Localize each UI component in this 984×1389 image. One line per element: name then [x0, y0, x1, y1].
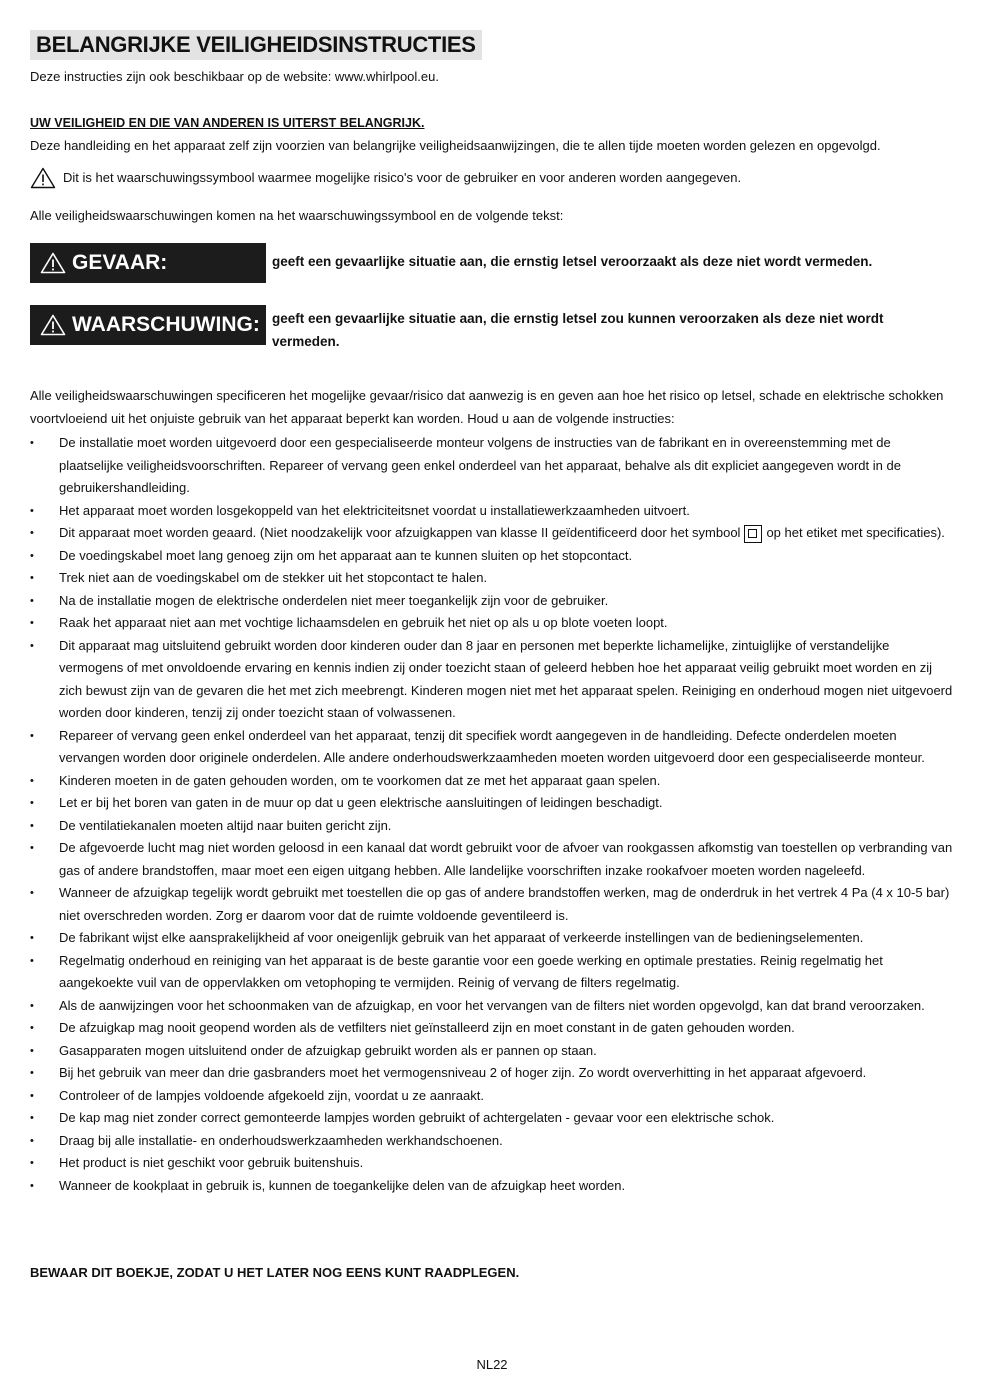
list-item: • Gasapparaten mogen uitsluitend onder de afzuigkap gebruikt worden als er pannen op staan.	[30, 1040, 956, 1063]
list-item: • Na de installatie mogen de elektrische onderdelen niet meer toegankelijk zijn voor de gebruiker.	[30, 590, 956, 613]
list-item: • De fabrikant wijst elke aansprakelijkheid af voor oneigenlijk gebruik van het apparaat of verkeerde instellingen van de bedieningselementen.	[30, 927, 956, 950]
intro-paragraph: Alle veiligheidswaarschuwingen specificeren het mogelijke gevaar/risico dat aanwezig is en geven aan hoe het risico op letsel, schade en elektrische schokken voortvloeiend uit het onjuiste gebruik van het apparaat beperkt kan worden. Houd u aan de volgende instructies:	[30, 388, 944, 426]
symbol-line	[30, 167, 741, 189]
list-item: • De installatie moet worden uitgevoerd door een gespecialiseerde monteur volgens de instructies van de fabrikant en in overeenstemming met de plaatselijke veiligheidsvoorschriften. Repareer of vervang geen enkel onderdeel van het apparaat, behalve als dit expliciet aangegeven wordt in de gebruikershandleiding.	[30, 432, 956, 500]
class-ii-symbol-icon	[744, 525, 762, 543]
page-number: NL22	[476, 1357, 508, 1372]
list-item: • Draag bij alle installatie- en onderhoudswerkzaamheden werkhandschoenen.	[30, 1130, 956, 1153]
warning-label: WAARSCHUWING:	[72, 313, 260, 336]
list-item: • De afzuigkap mag nooit geopend worden als de vetfilters niet geïnstalleerd zijn en moet constant in de gaten gehouden worden.	[30, 1017, 956, 1040]
list-item: • Kinderen moeten in de gaten gehouden worden, om te voorkomen dat ze met het apparaat gaan spelen.	[30, 770, 956, 793]
list-item: • Let er bij het boren van gaten in de muur op dat u geen elektrische aansluitingen of leidingen beschadigt.	[30, 792, 956, 815]
list-item: • Het product is niet geschikt voor gebruik buitenshuis.	[30, 1152, 956, 1175]
page-title: BELANGRIJKE VEILIGHEIDSINSTRUCTIES	[30, 30, 482, 60]
manual-line: Deze handleiding en het apparaat zelf zijn voorzien van belangrijke veiligheidsaanwijzingen, die te allen tijde moeten worden gelezen en opgevolgd.	[30, 138, 881, 153]
symbol-line-text: Dit is het waarschuwingssymbool waarmee mogelijke risico's voor de gebruiker en voor anderen worden aangegeven.	[63, 170, 742, 185]
list-item: • Trek niet aan de voedingskabel om de stekker uit het stopcontact te halen.	[30, 567, 956, 590]
list-item: • Wanneer de kookplaat in gebruik is, kunnen de toegankelijke delen van de afzuigkap heet worden.	[30, 1175, 956, 1198]
class-ii-text-before: Dit apparaat moet worden geaard. (Niet noodzakelijk voor afzuigkappen van klasse II geïdentificeerd door het symbool	[59, 525, 741, 540]
danger-label: GEVAAR:	[72, 251, 168, 274]
list-item: • De ventilatiekanalen moeten altijd naar buiten gericht zijn.	[30, 815, 956, 838]
list-item: • Het apparaat moet worden losgekoppeld van het elektriciteitsnet voordat u installatiewerkzaamheden uitvoert.	[30, 500, 956, 523]
all-warnings-line: Alle veiligheidswaarschuwingen komen na het waarschuwingssymbool en de volgende tekst:	[30, 208, 564, 223]
list-item: • Regelmatig onderhoud en reiniging van het apparaat is de beste garantie voor een goede werking en optimale prestaties. Reinig regelmatig het aangekoekte vuil van de oppervlakken om vetophoping te vermijden. Reinig of vervang de filters regelmatig.	[30, 950, 956, 995]
list-item: • Bij het gebruik van meer dan drie gasbranders moet het vermogensniveau 2 of hoger zijn. Zo wordt oververhitting in het apparaat afgevoerd.	[30, 1062, 956, 1085]
footer-note: BEWAAR DIT BOEKJE, ZODAT U HET LATER NOG EENS KUNT RAADPLEGEN.	[30, 1265, 520, 1280]
list-item: • Wanneer de afzuigkap tegelijk wordt gebruikt met toestellen die op gas of andere brandstoffen werken, mag de onderdruk in het vertrek 4 Pa (4 x 10-5 bar) niet overschreden worden. Zorg er daarom voor dat de ruimte voldoende geventileerd is.	[30, 882, 956, 927]
list-item: • De voedingskabel moet lang genoeg zijn om het apparaat aan te kunnen sluiten op het stopcontact.	[30, 545, 956, 568]
danger-label-box	[30, 243, 266, 283]
list-item: • De kap mag niet zonder correct gemonteerde lampjes worden gebruikt of achtergelaten - gevaar voor een elektrische schok.	[30, 1107, 956, 1130]
safety-subheading: UW VEILIGHEID EN DIE VAN ANDEREN IS UITERST BELANGRIJK.	[30, 116, 425, 130]
warning-label-box	[30, 305, 266, 345]
warning-triangle-icon	[40, 314, 66, 336]
warning-description: geeft een gevaarlijke situatie aan, die ernstig letsel zou kunnen veroorzaken als deze niet wordt vermeden.	[272, 311, 884, 349]
list-item: • Dit apparaat mag uitsluitend gebruikt worden door kinderen ouder dan 8 jaar en personen met beperkte lichamelijke, zintuiglijke of verstandelijke vermogens of met onvoldoende ervaring en kennis indien zij onder toezicht staan of geleerd hebben hoe het apparaat veilig gebruikt moet worden en zij zich bewust zijn van de gevaren die het met zich meebrengt. Kinderen mogen niet met het apparaat spelen. Reiniging en onderhoud mogen niet uitgevoerd worden door kinderen, tenzij zij onder toezicht staan of volwassenen.	[30, 635, 956, 725]
danger-description: geeft een gevaarlijke situatie aan, die ernstig letsel veroorzaakt als deze niet wordt vermeden.	[272, 254, 873, 269]
list-item: • Repareer of vervang geen enkel onderdeel van het apparaat, tenzij dit specifiek wordt aangegeven in de handleiding. Defecte onderdelen moeten vervangen worden door originele onderdelen. Alle andere onderhoudswerkzaamheden moeten worden uitgevoerd door een gespecialiseerde monteur.	[30, 725, 956, 770]
list-item: • De afgevoerde lucht mag niet worden geloosd in een kanaal dat wordt gebruikt voor de afvoer van rookgassen afkomstig van toestellen op verbranding van gas of andere brandstoffen, maar moet een eigen uitgang hebben. Alle landelijke voorschriften inzake rookafvoer moeten worden nageleefd.	[30, 837, 956, 882]
warning-triangle-icon	[30, 167, 56, 189]
list-item: • Controleer of de lampjes voldoende afgekoeld zijn, voordat u ze aanraakt.	[30, 1085, 956, 1108]
list-item: • Raak het apparaat niet aan met vochtige lichaamsdelen en gebruik het niet op als u op blote voeten loopt.	[30, 612, 956, 635]
warning-triangle-icon	[40, 252, 66, 274]
list-item: • Als de aanwijzingen voor het schoonmaken van de afzuigkap, en voor het vervangen van de filters niet worden opgevolgd, kan dat brand veroorzaken.	[30, 995, 956, 1018]
list-item	[30, 522, 956, 545]
safety-instructions-list	[30, 432, 956, 1197]
class-ii-text-after: op het etiket met specificaties).	[766, 525, 945, 540]
website-line: Deze instructies zijn ook beschikbaar op de website: www.whirlpool.eu.	[30, 69, 439, 84]
